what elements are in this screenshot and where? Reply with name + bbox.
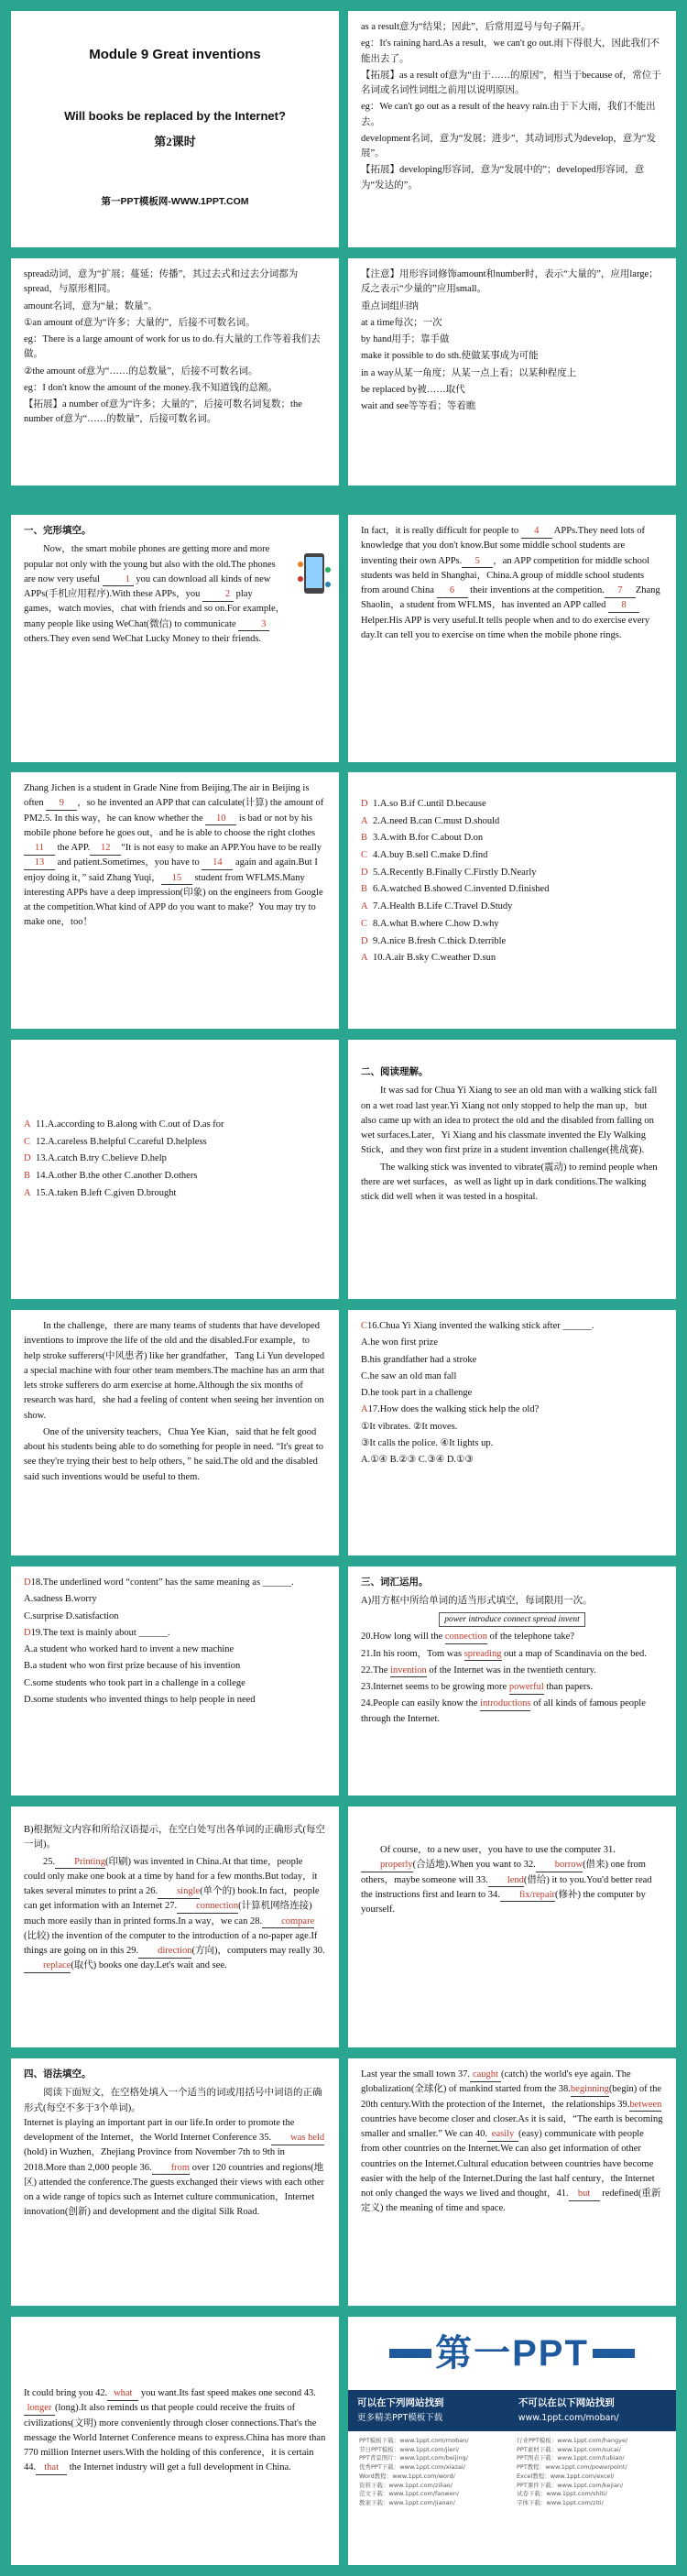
ad-slide: [348, 2317, 676, 2565]
section-heading: 一、完形填空。: [24, 526, 92, 536]
slide-questions-2: [11, 1566, 339, 1796]
answer-blank: powerful: [509, 1682, 544, 1695]
cloze-passage: [24, 542, 326, 647]
ad-links: [348, 2431, 676, 2514]
note-line: 【拓展】developing形容词，意为“发展中的”；developed形容词，意为“发达的”。: [361, 165, 645, 191]
note-line: 【拓展】as a result of意为“由于……的原因”，相当于because of，常位于名词或名词性词组之前用以说明原因。: [361, 70, 661, 96]
passage-text: In fact，it is really difficult for people to: [361, 526, 521, 536]
answer-key: D: [361, 935, 368, 946]
choice: ①It vibrates. ②It moves.: [361, 1421, 458, 1432]
passage-text: (begin) of the 20th century.With the protection of the Internet，the relationships 39.: [361, 2084, 662, 2110]
option-row: [361, 950, 663, 967]
answer-key: A: [24, 1119, 31, 1130]
option-row: [24, 1151, 326, 1168]
fill-passage: [24, 2386, 326, 2476]
note-line: be replaced by被……取代: [361, 384, 465, 395]
section-heading: 二、阅读理解。: [361, 1067, 429, 1077]
answer-key: A: [361, 901, 368, 912]
instruction: A)用方框中所给单词的适当形式填空，每词限用一次。: [361, 1596, 593, 1607]
notes-list: [361, 267, 663, 414]
answer-key: B: [361, 884, 368, 895]
answer-blank: connection: [445, 1632, 487, 1644]
instruction: B)根据短文内容和所给汉语提示，在空白处写出各单词的正确形式(每空一词)。: [24, 1825, 325, 1850]
note-line: 重点词组归纳: [361, 300, 419, 311]
slide-cloze-3: [11, 772, 339, 1029]
item-text: 24.People can easily know the: [361, 1698, 481, 1709]
answer-blank: Printing: [55, 1857, 105, 1870]
option-text: 15.A.taken B.left C.given D.brought: [36, 1187, 177, 1198]
note-line: at a time每次；一次: [361, 317, 442, 328]
item-text: of the telephone take?: [486, 1632, 574, 1643]
passage-text: It could bring you 42.: [24, 2388, 108, 2398]
option-row: [24, 1134, 326, 1152]
question: [24, 1576, 326, 1590]
option-list: [24, 1117, 326, 1202]
answer-blank: 8: [608, 600, 639, 613]
ad-right-text[interactable]: www.1ppt.com/moban/: [518, 2413, 619, 2424]
option-text: 11.A.according to B.along with C.out of D.as for: [36, 1119, 224, 1130]
passage-text: Zhang Jichen is a student in Grade Nine from Beijing.The air in Beijing is often: [24, 783, 310, 809]
answer-blank: introductions: [480, 1698, 530, 1711]
answer-key: D: [361, 799, 368, 809]
item-text: 22.The: [361, 1665, 391, 1675]
answer-blank: fix/repair: [500, 1890, 555, 1903]
option-text: 13.A.catch B.try C.believe D.help: [36, 1153, 167, 1164]
passage-text: Zhang Shaolin，a student from WFLMS，has invented an APP called: [361, 585, 660, 611]
title-slide: [11, 11, 339, 247]
paragraph: One of the university teachers，Chua Yee Kian，said that he felt good about his students being able to do something for people in need. “It's great to see they're trying their best to help others，” he said.The old and the disabled said such inventions would be useful to them.: [24, 1426, 324, 1482]
lesson-title: Module 9 Great inventions: [89, 47, 261, 62]
answer-key: C: [361, 918, 368, 929]
option-row: [361, 813, 663, 831]
answer-blank: invention: [390, 1665, 427, 1678]
answer-blank: 14: [202, 857, 233, 870]
ad-right-heading: 不可以在以下网站找到: [518, 2397, 615, 2408]
answer-blank: 13: [24, 857, 55, 870]
passage-text: Now，the smart mobile phones are getting more and more popular not only with the young but also with the old.The phones are now very useful: [24, 544, 276, 584]
option-text: 9.A.nice B.fresh C.thick D.terrible: [373, 935, 507, 946]
notes-list: [24, 267, 326, 428]
passage-text: (catch) the world's eye again. The globalization(全球化) of mankind started from the 38.: [361, 2069, 631, 2095]
option-row: [24, 1185, 326, 1203]
section-heading: 四、语法填空。: [24, 2069, 92, 2079]
fill-item: [361, 1630, 663, 1644]
choice: C.he saw an old man fall: [361, 1370, 457, 1381]
brand-logo: [348, 2317, 676, 2390]
note-line: in a way从某一角度；从某一点上看；以某种程度上: [361, 367, 577, 378]
lesson-subtitle: Will books be replaced by the Internet?: [64, 109, 286, 124]
paragraph: In the challenge，there are many teams of students that have developed inventions to improve the life of the old and the disabled.For example，to help stroke sufferers(中风患者) like her grandfather，Tang Li Yun developed a special machine with four other team members.The machine has an arm that lets stroke sufferers do arm exercise at home.Although the six months of research was hard，she had a feeling of content when seeing her invention on show.: [24, 1321, 325, 1421]
passage-text: (印刷) was invented in China.At that time，people could only make one book at a time by hand for a few months.But today，it takes several minutes to print a 26.: [24, 1856, 318, 1897]
note-line: 【拓展】a number of意为“许多；大量的”，后接可数名词复数；the number of意为“……的数量”，后接可数名词。: [24, 399, 302, 425]
answer-blank: 15: [161, 873, 192, 886]
note-line: ①an amount of意为“许多；大量的”，后接不可数名词。: [24, 317, 256, 328]
cloze-passage: [24, 781, 326, 931]
slide-options-1: [348, 772, 676, 1029]
answer-key: D: [361, 867, 368, 878]
slide-spread-amount: [11, 258, 339, 486]
note-line: ②the amount of意为“……的总数量”，后接不可数名词。: [24, 366, 258, 377]
passage-text: you can download all kinds of new APPs(手机应用程序).With these APPs，you: [24, 573, 271, 600]
ad-link[interactable]: 资料下载：www.1ppt.com/ziliao/: [359, 2481, 453, 2489]
note-line: by hand用手；靠手做: [361, 334, 450, 345]
note-line: as a result意为“结果；因此”，后常用逗号与句子隔开。: [361, 22, 591, 32]
note-line: eg：We can't go out as a result of the heavy rain.由于下大雨，我们不能出去。: [361, 102, 656, 127]
answer-key: C: [361, 850, 368, 861]
answer-blank: 3: [238, 619, 269, 632]
choice: D.some students who invented things to help people in need: [24, 1694, 256, 1705]
passage-text: Helper.His APP is very useful.It tells people when and: [361, 615, 572, 626]
slide-cloze-2: [348, 515, 676, 762]
passage-text: the APP.: [55, 843, 91, 854]
ad-link[interactable]: 试卷下载：www.1ppt.com/shiti/: [517, 2490, 607, 2498]
ad-link[interactable]: PPT教程：www.1ppt.com/powerpoint/: [517, 2463, 627, 2472]
ad-band: [348, 2390, 676, 2431]
section-heading: 三、词汇运用。: [361, 1577, 429, 1588]
slide-reading-2: [11, 1310, 339, 1555]
slide-questions-1: [348, 1310, 676, 1555]
passage-text: “It is not easy to make an APP.You have to be really: [121, 843, 322, 854]
fill-item: [361, 1664, 663, 1678]
question-list: [361, 1319, 663, 1468]
answer-key: C: [24, 1136, 31, 1147]
fill-passage: [361, 2068, 663, 2217]
question-text: 18.The underlined word “content” has the same meaning as ______.: [30, 1577, 294, 1588]
slide-vocab-a: [348, 1566, 676, 1796]
option-row: [361, 881, 663, 899]
item-text: 21.In his room，Tom was: [361, 1648, 464, 1659]
answer-blank: replace: [24, 1960, 71, 1973]
notes-list: [361, 20, 663, 193]
answer-key: B: [24, 1171, 31, 1182]
item-text: 20.How long will the: [361, 1632, 445, 1643]
slide-vocab-b-cont: [348, 1806, 676, 2047]
word-box: power introduce connect spread invent: [439, 1612, 585, 1628]
answer-blank: 11: [24, 843, 55, 856]
choice: A.sadness B.worry: [24, 1594, 97, 1605]
fill-passage: [24, 1855, 326, 1974]
fill-item: [361, 1697, 663, 1727]
option-text: 4.A.buy B.sell C.make D.find: [373, 850, 488, 861]
option-text: 3.A.with B.for C.about D.on: [373, 833, 484, 844]
logo-bar-icon: [593, 2349, 635, 2358]
fill-passage: [361, 1843, 663, 1917]
passage-text: play games，watch movies，chat with friends and so on.For example，many people like using WeChat(微信) to communicate: [24, 589, 286, 629]
note-line: 【注意】用形容词修饰amount和number时，表示“大量的”，应用large；反之表示“少量的”应用small。: [361, 269, 659, 295]
option-row: [361, 933, 663, 951]
fill-passage: [24, 2086, 326, 2220]
answer-blank: 2: [202, 589, 234, 602]
choice: B.a student who won first prize because of his invention: [24, 1661, 241, 1672]
option-text: 14.A.other B.the other C.another D.others: [36, 1171, 198, 1182]
answer-blank: 12: [90, 843, 121, 856]
option-row: [361, 796, 663, 813]
option-text: 12.A.careless B.helpful C.careful D.helpless: [36, 1136, 207, 1147]
question-text: 17.How does the walking stick help the old?: [367, 1404, 540, 1415]
passage-text: 阅读下面短文，在空格处填入一个适当的词或用括号中词语的正确形式(每空不多于3个单词)。: [24, 2088, 322, 2113]
choice: ③It calls the police. ④It lights up.: [361, 1437, 494, 1448]
passage-text: (long).It also reminds us that people could receive the fruits of civilizations(文明) more conveniently through closer connections.That's the message the World Internet Conference means to express.China has more than 770 million Internet users.With the holding of this conference，it is certain 44.: [24, 2403, 326, 2473]
answer-blank: single: [158, 1886, 200, 1899]
lesson-period: 第2课时: [154, 135, 196, 149]
answer-blank: was held: [271, 2133, 324, 2145]
question-list: [24, 1576, 326, 1708]
note-line: amount名词，意为“量；数量”。: [24, 300, 158, 311]
question: [361, 1403, 663, 1417]
option-text: 10.A.air B.sky C.weather D.sun: [373, 953, 496, 964]
answer-key: D: [24, 1577, 31, 1588]
item-text: of all kinds of famous people through the Internet.: [361, 1698, 646, 1724]
passage-text: (合适地).When you want to 32.: [412, 1860, 536, 1871]
answer-blank: but: [569, 2189, 600, 2201]
ad-link[interactable]: PPT背景图片：www.1ppt.com/beijing/: [359, 2454, 468, 2462]
passage-text: student from WFLMS.Many interesting APPs have: [24, 872, 305, 898]
passage-text: over 120 countries and regions(地区) attended the conference.The guests exchanged their views with each other on a wide range of topics such as Internet culture communication，Internet innovation(创新) and development and the digital Silk Road.: [24, 2162, 324, 2218]
choice: D.he took part in a challenge: [361, 1388, 473, 1399]
slide-phrases: [348, 258, 676, 486]
choice: A.①④ B.②③ C.③④ D.①③: [361, 1455, 474, 1466]
note-line: wait and see等等看；等着瞧: [361, 401, 476, 412]
fill-item: [361, 1647, 663, 1662]
answer-blank: 10: [205, 813, 236, 826]
passage-text: again and again.But I enjoy doing it，” said Zhang Yuqi，: [24, 857, 318, 883]
answer-blank: 6: [437, 585, 468, 598]
item-text: of the Internet was in the twentieth century.: [426, 1665, 596, 1675]
choice: C.some students who took part in a challenge in a college: [24, 1677, 245, 1688]
passage-text: What kind of APP do you want to make？You may try to make one，too！: [24, 902, 316, 928]
answer-blank: direction: [138, 1946, 191, 1959]
choice: A.a student who worked hard to invent a new machine: [24, 1644, 234, 1655]
answer-blank: that: [36, 2462, 67, 2475]
passage-text: APPs.They need lots of knowledge that you don't know.But some middle school students are inventing their own APPs.: [361, 526, 645, 566]
passage-text: is bad or not by his mobile phone before he goes out，and he is able to choose the right clothes: [24, 813, 316, 838]
answer-blank: easily: [487, 2129, 518, 2142]
option-row: [361, 899, 663, 916]
option-list: [361, 796, 663, 967]
ad-link[interactable]: 节日PPT模板：www.1ppt.com/jieri/: [359, 2445, 460, 2453]
ad-link[interactable]: 行业PPT模板：www.1ppt.com/hangye/: [517, 2436, 628, 2444]
item-text: than papers.: [543, 1682, 594, 1693]
question-text: 16.Chua Yi Xiang invented the walking stick after ______.: [367, 1321, 594, 1331]
ad-link[interactable]: 范文下载：www.1ppt.com/fanwen/: [359, 2490, 460, 2498]
option-text: 7.A.Health B.Life C.Travel D.Study: [373, 901, 513, 912]
passage-text: redefined(重新定义) the meaning of time and space.: [361, 2189, 661, 2214]
answer-blank: borrow: [536, 1860, 583, 1872]
passage-text: Last year the small town 37.: [361, 2069, 470, 2079]
choice: A.he won first prize: [361, 1337, 438, 1348]
answer-key: A: [361, 1404, 368, 1415]
answer-blank: what: [107, 2388, 138, 2401]
answer-blank: spreading: [464, 1649, 502, 1662]
passage-text: (计算机网络连接) much more easily than in printed forms.In a way，we can 28.: [24, 1901, 312, 1927]
answer-key: A: [361, 815, 368, 826]
option-text: 6.A.watched B.showed C.invented D.finished: [373, 884, 550, 895]
cloze-passage: [361, 524, 663, 643]
question-text: 19.The text is mainly about ______.: [30, 1627, 170, 1638]
passage-text: and patient.Sometimes，you have to: [55, 857, 202, 868]
answer-blank: compare: [262, 1916, 314, 1929]
ad-link[interactable]: Word教程：www.1ppt.com/word/: [359, 2472, 455, 2480]
ad-link[interactable]: Excel教程：www.1ppt.com/excel/: [517, 2472, 615, 2480]
passage-text: Of course，to a new user，you have to use the computer 31.: [380, 1845, 616, 1855]
reading-passage: [24, 1319, 326, 1485]
slide-grammar-2: [348, 2058, 676, 2306]
item-text: 23.Internet seems to be growing more: [361, 1682, 509, 1693]
option-row: [24, 1117, 326, 1134]
answer-key: A: [24, 1187, 31, 1198]
option-text: 8.A.what B.where C.how D.why: [373, 918, 499, 929]
reading-passage: [361, 1084, 663, 1205]
answer-key: B: [361, 833, 368, 844]
slide-vocab-b: [11, 1806, 339, 2047]
note-line: eg：There is a large amount of work for us to do.有大量的工作等着我们去做。: [24, 334, 321, 360]
option-row: [361, 830, 663, 847]
answer-blank: 4: [521, 526, 552, 539]
slide-reading-1: [348, 1040, 676, 1299]
passage-text: ，an APP competition for middle school students was held in Shanghai，China.A group of middle school students from around China: [361, 555, 650, 596]
choice: C.surprise D.satisfaction: [24, 1610, 119, 1621]
note-line: spread动词，意为“扩展；蔓延；传播”，其过去式和过去分词都为spread，与原形相同。: [24, 269, 299, 295]
logo-bar-icon: [389, 2349, 431, 2358]
passage-text: 25.: [43, 1856, 56, 1867]
ad-link[interactable]: PPT图表下载：www.1ppt.com/tubiao/: [517, 2454, 625, 2462]
passage-text: (取代) books one day.Let's wait and see.: [71, 1960, 227, 1971]
answer-key: A: [361, 953, 368, 964]
passage-text: (修补) the computer by yourself.: [361, 1889, 646, 1916]
passage-text: their inventions at the competition.: [467, 585, 605, 596]
answer-blank: lend: [488, 1875, 524, 1888]
answer-blank: properly: [361, 1860, 413, 1872]
phone-icon: [297, 551, 332, 597]
paragraph: The walking stick was invented to vibrate(震动) to remind people when there are wet surfaces，as well as light up in dark conditions.The walking stick did well when it was tested in a hospital.: [361, 1162, 658, 1203]
ad-left-text: 更多精美PPT模板下载: [357, 2413, 443, 2424]
links-right: [517, 2437, 665, 2508]
answer-blank: connection: [177, 1901, 238, 1914]
note-line: make it possible to do sth.使做某事成为可能: [361, 351, 539, 362]
fill-list: [361, 1630, 663, 1727]
slide-grammar-1: [11, 2058, 339, 2306]
item-text: out a map of Scandinavia on the bed.: [501, 1648, 647, 1659]
logo-text: 第一PPT: [435, 2333, 589, 2374]
passage-text: (借给) it to you.You'd better read the instructions first and learn to 34.: [361, 1874, 652, 1900]
answer-blank: 7: [605, 585, 636, 598]
passage-text: (方向)，computers may really 30.: [191, 1946, 325, 1957]
answer-blank: caught: [470, 2069, 501, 2082]
passage-text: (easy) communicate with people from other countries on the Internet.We can also get information of other countries on the Internet.Cultural education between countries have become easier with the help of the Internet.During the last half century，the Internet not only changed the ways we lived and thought，41.: [361, 2129, 655, 2199]
slide-grammar-3: [11, 2317, 339, 2565]
slide-cloze-1: [11, 515, 339, 762]
passage-text: (比较) the invention of the computer to the introduction of a no-paper age.If things are going on in this 29.: [24, 1930, 318, 1957]
passage-text: to do exercise every day.It can tell you to exercise on time when the mobile phone rings.: [361, 615, 650, 640]
answer-blank: longer: [24, 2403, 55, 2416]
answer-blank: 5: [462, 556, 493, 569]
ad-link[interactable]: PPT模板下载：www.1ppt.com/moban/: [359, 2436, 469, 2444]
passage-text: (借来) one from others，maybe someone will 33.: [361, 1860, 646, 1885]
ad-link[interactable]: PPT素材下载：www.1ppt.com/sucai/: [517, 2445, 621, 2453]
answer-key: D: [24, 1153, 31, 1164]
ad-left-heading: 可以在下列网站找到: [357, 2397, 444, 2408]
ad-link[interactable]: 字体下载：www.1ppt.com/ziti/: [517, 2499, 604, 2507]
answer-blank: from: [152, 2163, 190, 2176]
site-watermark: 第一PPT模板网-WWW.1PPT.COM: [101, 195, 249, 207]
ad-link[interactable]: 教案下载：www.1ppt.com/jiaoan/: [359, 2499, 455, 2507]
answer-key: C: [361, 1321, 368, 1331]
passage-text: you want.Its fast speed makes one second 43.: [138, 2388, 316, 2398]
option-row: [361, 916, 663, 933]
option-row: [24, 1168, 326, 1185]
question: [361, 1319, 663, 1334]
question: [24, 1626, 326, 1641]
answer-blank: 9: [46, 798, 77, 811]
ad-link[interactable]: PPT课件下载：www.1ppt.com/kejian/: [517, 2481, 624, 2489]
passage-text: (hold) in Wuzhen，Zhejiang Province from November 7th to 9th in 2018.More than 2,000 people 36.: [24, 2147, 285, 2173]
option-text: 5.A.Recently B.Finally C.Firstly D.Nearly: [373, 867, 537, 878]
passage-text: Internet is playing an important part in our life.In order to promote the development of the Internet，the World Internet Conference 35.: [24, 2117, 295, 2144]
ad-link[interactable]: 优秀PPT下载：www.1ppt.com/xiazai/: [359, 2463, 465, 2472]
paragraph: It was sad for Chua Yi Xiang to see an old man with a walking stick fall on a wet road last year.Yi Xiang not only stopped to help the man up，but also came up with an idea to protect the old and the disabled from falling on wet surfaces.Later，Yi Xiang and his classmate invented the Ely Walking Stick，and they won first prize in a student invention challenge(挑战赛).: [361, 1086, 658, 1156]
slide-options-2: [11, 1040, 339, 1299]
passage-text: countries have become closer and closer.As it is said，“The earth is becoming smaller and smaller.” We can 40.: [361, 2113, 663, 2140]
note-line: eg：I don't know the amount of the money.我不知道钱的总额。: [24, 382, 278, 393]
passage-text: ，so he invented an APP that can calculate(计算) the amount of PM2.5. In this way，he can know whether the: [24, 798, 324, 824]
answer-blank: between: [629, 2100, 661, 2112]
note-line: development名词，意为“发展；进步”，其动词形式为develop，意为“发展”。: [361, 133, 656, 159]
note-line: eg：It's raining hard.As a result，we can't go out.雨下得很大，因此我们不能出去了。: [361, 38, 660, 64]
option-row: [361, 865, 663, 882]
passage-text: others.They even send WeChat Lucky Money to their friends.: [24, 633, 262, 644]
passage-text: (单个的) book.In fact，people can get information with an Internet 27.: [24, 1886, 320, 1912]
fill-item: [361, 1680, 663, 1695]
answer-blank: beginning: [571, 2084, 609, 2097]
passage-text: a deep impression(印象) on the engineers from Google at the competition.: [24, 887, 323, 913]
choice: B.his grandfather had a stroke: [361, 1354, 477, 1365]
passage-text: the Internet industry will get a full development in China.: [67, 2462, 291, 2473]
option-row: [361, 847, 663, 865]
option-text: 1.A.so B.if C.until D.because: [373, 799, 486, 809]
option-text: 2.A.need B.can C.must D.should: [373, 815, 500, 826]
slide-as-a-result: [348, 11, 676, 247]
answer-blank: 1: [103, 574, 134, 587]
answer-key: D: [24, 1627, 31, 1638]
links-left: [359, 2437, 507, 2508]
